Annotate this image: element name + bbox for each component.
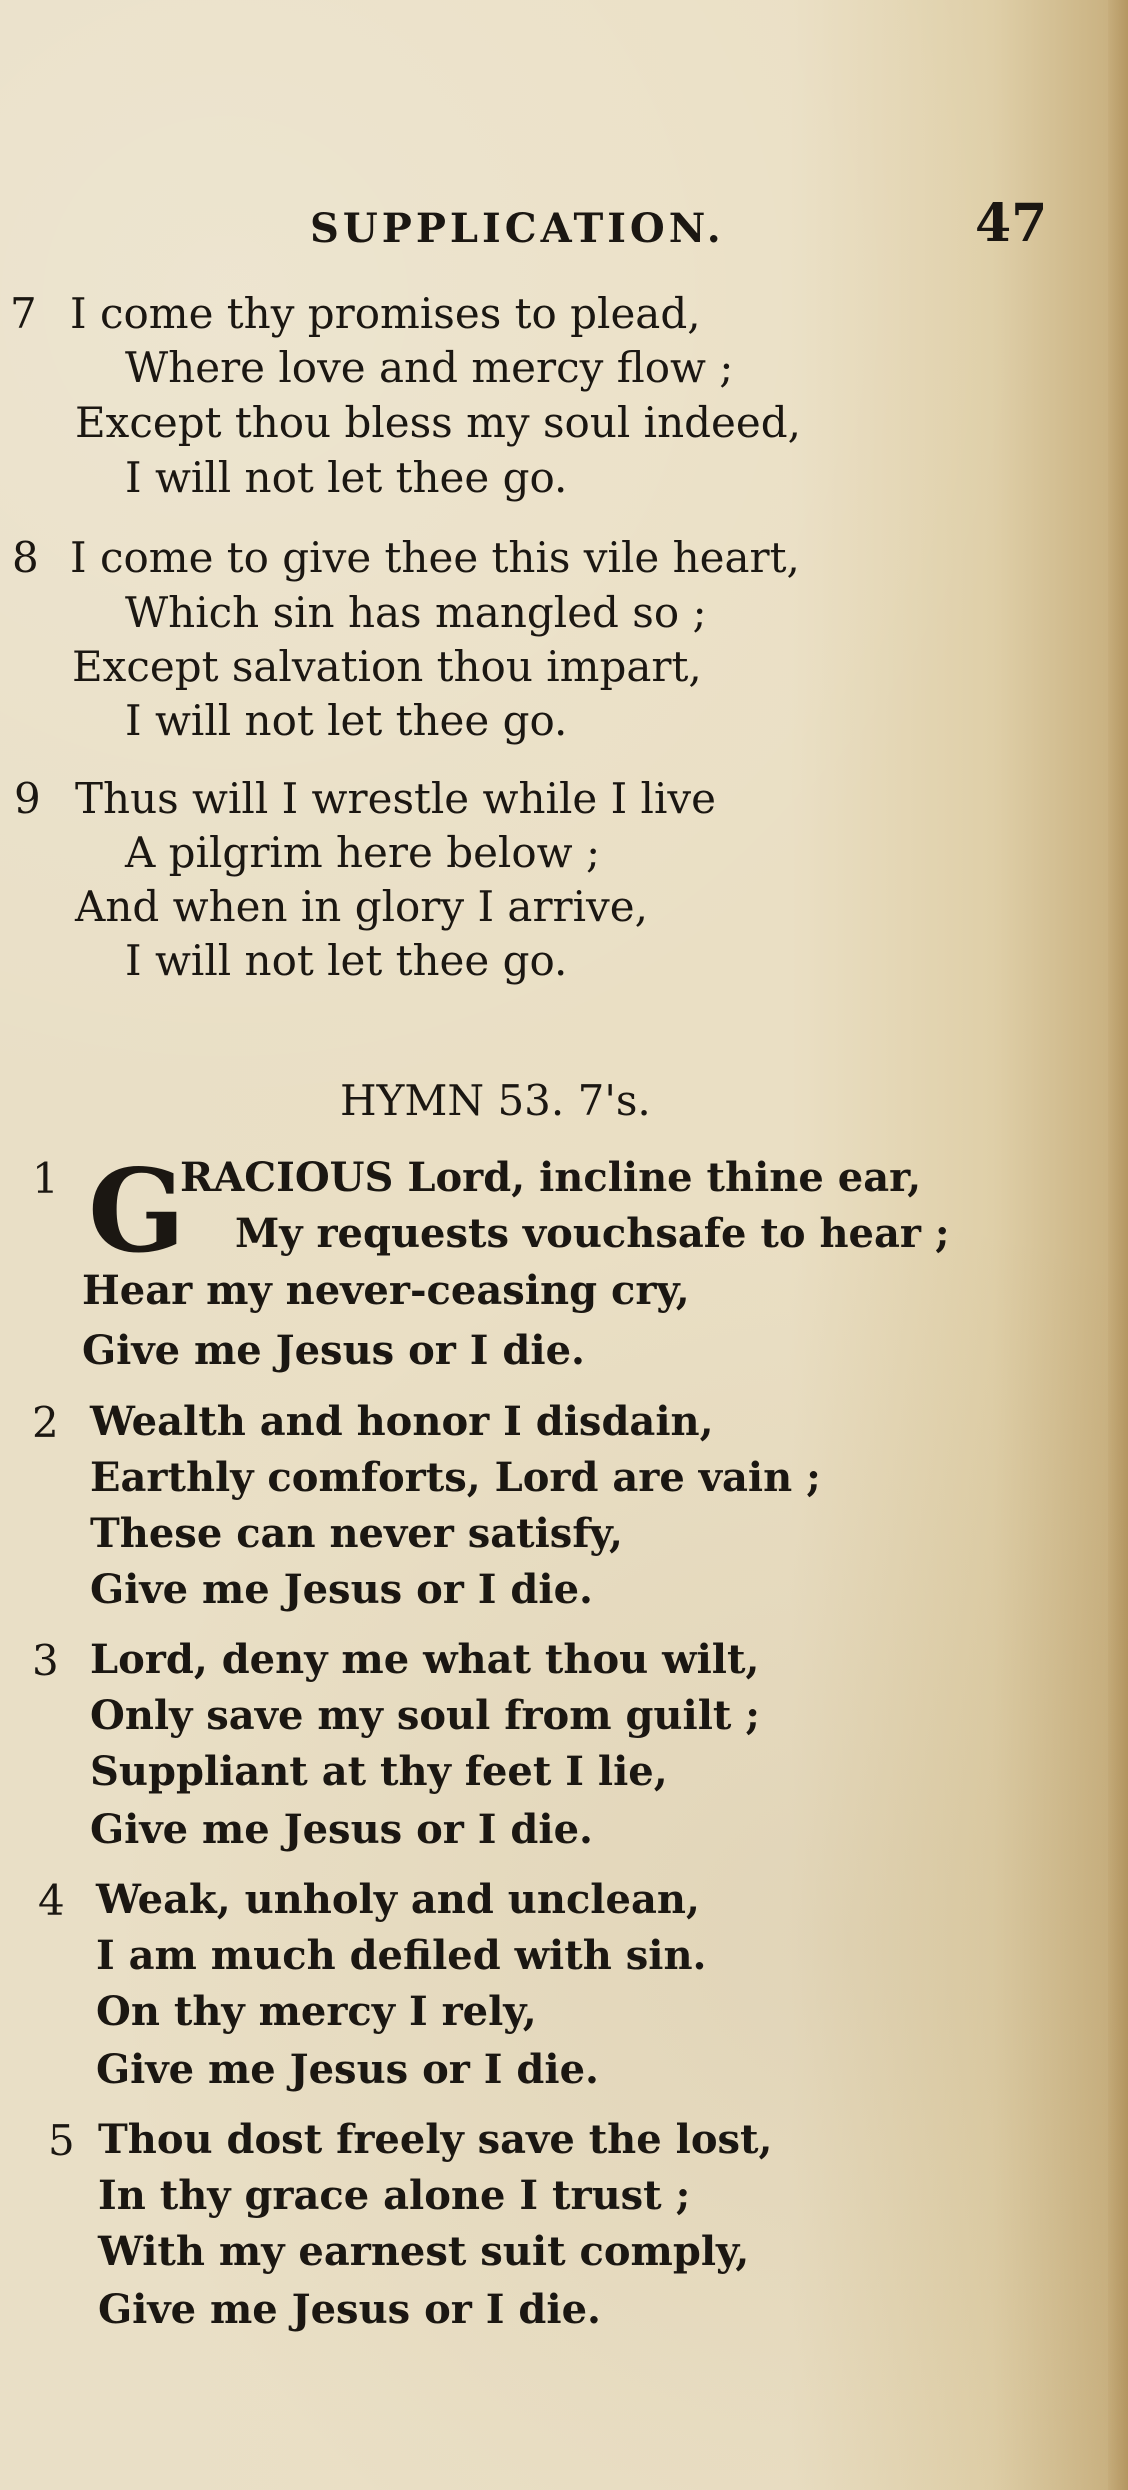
hymn-title: HYMN 53. 7's. [340, 1076, 651, 1125]
hymn-stanza-line: Give me Jesus or I die. [96, 2046, 599, 2093]
running-title: SUPPLICATION. [310, 205, 725, 252]
hymn-stanza-line: Thou dost freely save the lost, [98, 2116, 773, 2163]
hymn-stanza-number: 1 [32, 1154, 59, 1203]
hymn-stanza-line: Earthly comforts, Lord are vain ; [90, 1454, 821, 1501]
hymn-stanza-line: I am much defiled with sin. [96, 1932, 707, 1979]
stanza-line: I come thy promises to plead, [70, 289, 701, 338]
hymn-stanza-line: Wealth and honor I disdain, [90, 1398, 714, 1445]
hymn-stanza-line: In thy grace alone I trust ; [98, 2172, 691, 2219]
stanza-number: 8 [12, 533, 39, 582]
stanza-line: Where love and mercy flow ; [125, 343, 734, 392]
drop-cap: G [88, 1144, 186, 1278]
stanza-line: Thus will I wrestle while I live [75, 774, 716, 823]
stanza-line: I will not let thee go. [125, 936, 568, 985]
page-header [0, 193, 1128, 265]
hymn-stanza-number: 2 [32, 1398, 59, 1447]
stanza-line: I come to give thee this vile heart, [70, 533, 800, 582]
stanza-line: A pilgrim here below ; [125, 828, 601, 877]
hymn-stanza-line: RACIOUS Lord, incline thine ear, [180, 1154, 922, 1201]
stanza-line: And when in glory I arrive, [75, 882, 648, 931]
hymn-stanza-line: Give me Jesus or I die. [82, 1327, 585, 1374]
stanza-number: 7 [10, 289, 37, 338]
hymn-stanza-line: On thy mercy I rely, [96, 1988, 537, 2035]
stanza-line: I will not let thee go. [125, 696, 568, 745]
hymn-stanza-line: Hear my never-ceasing cry, [82, 1267, 690, 1314]
page-number: 47 [975, 193, 1048, 254]
stanza-line: Except salvation thou impart, [72, 642, 702, 691]
stanza-line: I will not let thee go. [125, 453, 568, 502]
page-edge [1108, 0, 1128, 2490]
hymn-stanza-line: Lord, deny me what thou wilt, [90, 1636, 760, 1683]
hymn-stanza-number: 5 [48, 2116, 75, 2165]
hymn-stanza-line: Give me Jesus or I die. [98, 2286, 601, 2333]
stanza-line: Which sin has mangled so ; [125, 588, 707, 637]
hymn-stanza-line: Give me Jesus or I die. [90, 1806, 593, 1853]
hymn-stanza-number: 4 [38, 1876, 65, 1925]
hymn-stanza-line: These can never satisfy, [90, 1510, 623, 1557]
hymn-stanza-line: Give me Jesus or I die. [90, 1566, 593, 1613]
hymn-stanza-number: 3 [32, 1636, 59, 1685]
stanza-line: Except thou bless my soul indeed, [75, 398, 801, 447]
hymn-stanza-line: Only save my soul from guilt ; [90, 1692, 761, 1739]
stanza-number: 9 [14, 774, 41, 823]
hymn-stanza-line: Suppliant at thy feet I lie, [90, 1748, 668, 1795]
hymn-stanza-line: My requests vouchsafe to hear ; [235, 1210, 950, 1257]
hymn-stanza-line: With my earnest suit comply, [98, 2228, 750, 2275]
hymn-stanza-line: Weak, unholy and unclean, [96, 1876, 700, 1923]
